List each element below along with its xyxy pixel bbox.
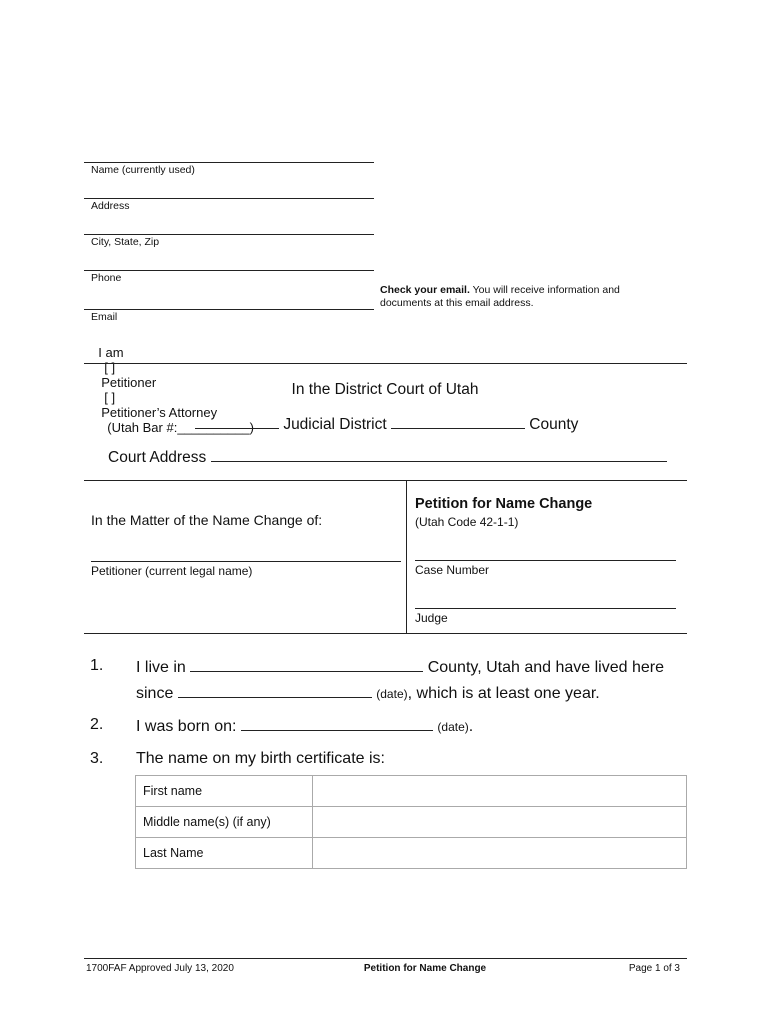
email-label: Email — [91, 311, 118, 323]
case-number-label: Case Number — [415, 563, 490, 577]
petitioner-checkbox[interactable]: [ ] — [104, 360, 116, 375]
item2-number: 2. — [90, 716, 104, 733]
case-number-line[interactable] — [415, 560, 676, 561]
item1-line1 — [136, 657, 664, 677]
email-note — [380, 284, 620, 310]
item1-line2 — [136, 683, 600, 703]
caption-bottom-line — [84, 633, 687, 634]
email-line[interactable] — [84, 309, 374, 310]
judicial-district-blank[interactable] — [195, 414, 279, 429]
court-address-label: Court Address — [108, 449, 207, 466]
item1-text-c: since — [136, 685, 174, 702]
phone-label: Phone — [91, 272, 122, 284]
court-title: In the District Court of Utah — [291, 381, 479, 398]
footer-form-id: 1700FAF Approved July 13, 2020 — [86, 963, 234, 974]
petitioner-name-label: Petitioner (current legal name) — [91, 564, 253, 578]
petitioner-label: Petitioner — [101, 375, 157, 390]
city-line[interactable] — [84, 234, 374, 235]
county-blank[interactable] — [391, 414, 525, 429]
footer-title: Petition for Name Change — [363, 963, 487, 974]
residence-county-blank[interactable] — [190, 657, 423, 672]
first-name-label: First name — [136, 776, 313, 807]
last-name-label: Last Name — [136, 838, 313, 869]
item1-date-hint: (date) — [376, 687, 408, 701]
table-row — [136, 838, 687, 869]
address-label: Address — [91, 200, 130, 212]
footer-page-number: Page 1 of 3 — [628, 963, 680, 974]
middle-name-field[interactable] — [313, 807, 687, 838]
city-label: City, State, Zip — [91, 236, 160, 248]
item2-end: . — [468, 718, 474, 735]
item1-number: 1. — [90, 657, 104, 674]
address-line[interactable] — [84, 198, 374, 199]
bar-number-field[interactable]: (Utah Bar #:__________) — [107, 420, 254, 435]
email-note-rest: You will receive information and — [469, 284, 620, 296]
item1-text-a: I live in — [136, 659, 186, 676]
email-note-line2: documents at this email address. — [380, 297, 534, 309]
item2-line — [136, 716, 473, 736]
last-name-field[interactable] — [313, 838, 687, 869]
attorney-checkbox[interactable]: [ ] — [104, 390, 116, 405]
court-address-row — [108, 447, 667, 467]
item1-text-b: County, Utah and have lived here — [427, 659, 664, 676]
petitioner-name-line[interactable] — [91, 561, 401, 562]
first-name-field[interactable] — [313, 776, 687, 807]
code-reference: (Utah Code 42-1-1) — [415, 515, 519, 529]
item3-text: The name on my birth certificate is: — [136, 750, 385, 767]
county-label: County — [529, 416, 579, 433]
item1-text-d: , which is at least one year. — [407, 685, 600, 702]
residence-since-blank[interactable] — [178, 683, 372, 698]
footer-divider — [84, 958, 687, 959]
table-row — [136, 776, 687, 807]
table-row — [136, 807, 687, 838]
judge-label: Judge — [415, 611, 448, 625]
item2-date-hint: (date) — [437, 720, 469, 734]
birth-name-table — [135, 775, 687, 869]
matter-label: In the Matter of the Name Change of: — [91, 512, 323, 528]
name-label: Name (currently used) — [91, 164, 195, 176]
iam-text: I am — [98, 345, 124, 360]
phone-line[interactable] — [84, 270, 374, 271]
name-line[interactable] — [84, 162, 374, 163]
judicial-district-label: Judicial District — [283, 416, 387, 433]
caption-top-line — [84, 480, 687, 481]
item2-text-a: I was born on: — [136, 718, 237, 735]
middle-name-label: Middle name(s) (if any) — [136, 807, 313, 838]
caption-divider — [406, 480, 407, 633]
header-divider — [84, 363, 687, 364]
birth-date-blank[interactable] — [241, 716, 433, 731]
document-title: Petition for Name Change — [415, 496, 593, 512]
item3-number: 3. — [90, 750, 104, 767]
district-row — [195, 414, 578, 434]
email-note-bold: Check your email. — [380, 284, 470, 296]
court-address-blank[interactable] — [211, 447, 667, 462]
attorney-label: Petitioner’s Attorney — [101, 405, 218, 420]
judge-line[interactable] — [415, 608, 676, 609]
